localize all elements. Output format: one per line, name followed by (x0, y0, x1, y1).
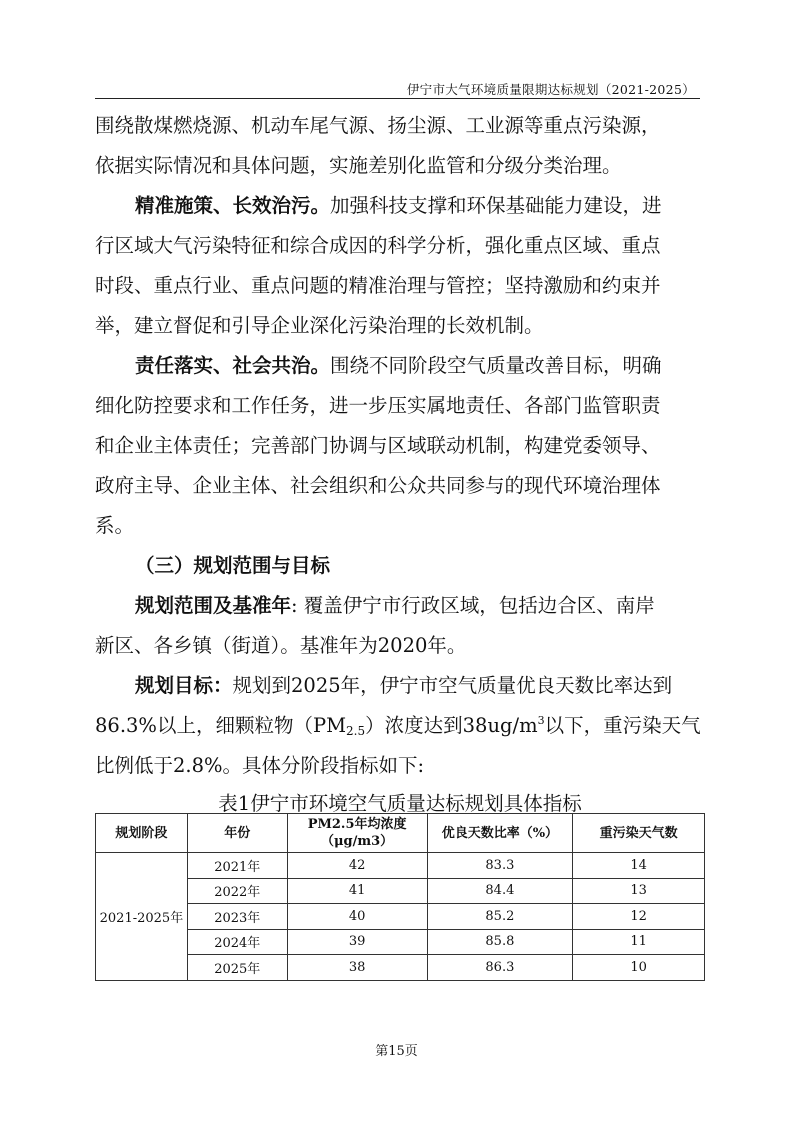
p5-text-1: 规划到2025年，伊宁市空气质量优良天数比率达到 (232, 674, 673, 697)
ratio-cell: 85.2 (427, 904, 573, 930)
p1-line-2: 依据实际情况和具体问题，实施差别化监管和分级分类治理。 (95, 154, 622, 177)
p5-line-3: 比例低于2.8%。具体分阶段指标如下: (95, 754, 425, 777)
p5-lead: 规划目标： (135, 674, 233, 697)
table-row (96, 904, 705, 930)
table-row (96, 853, 705, 879)
p2-line-1 (95, 186, 705, 226)
p3-line-3: 和企业主体责任；完善部门协调与区域联动机制，构建党委领导、 (95, 434, 661, 457)
page-number: 第15页 (375, 1044, 418, 1059)
p4-line-1 (95, 586, 705, 626)
p3-line-1 (95, 346, 705, 386)
table-row (96, 955, 705, 981)
pm25-cell: 42 (287, 853, 427, 879)
heavy-cell: 14 (573, 853, 705, 879)
heavy-cell: 12 (573, 904, 705, 930)
pm-subscript: 2.5 (346, 724, 366, 738)
heavy-cell: 13 (573, 878, 705, 904)
table-row (96, 929, 705, 955)
p5-text-2a: 86.3%以上，细颗粒物（PM (95, 714, 347, 737)
p4-text-1: : 覆盖伊宁市行政区域，包括边合区、南岸 (291, 594, 655, 617)
ratio-cell: 85.8 (427, 929, 573, 955)
header-pm25-line-1: PM2.5年均浓度 (307, 817, 407, 832)
p5-line-2 (95, 706, 705, 746)
p3-text-1: 围绕不同阶段空气质量改善目标，明确 (330, 354, 662, 377)
p4-line-2: 新区、各乡镇（街道）。基准年为2020年。 (95, 634, 467, 657)
p3-lead: 责任落实、社会共治。 (135, 354, 331, 377)
header-stage: 规划阶段 (96, 814, 188, 853)
ratio-cell: 84.4 (427, 878, 573, 904)
stage-cell: 2021-2025年 (96, 853, 188, 981)
p1-line-1: 围绕散煤燃烧源、机动车尾气源、扬尘源、工业源等重点污染源， (95, 114, 661, 137)
pm25-cell: 41 (287, 878, 427, 904)
heavy-cell: 11 (573, 929, 705, 955)
p2-text-1: 加强科技支撑和环保基础能力建设，进 (330, 194, 662, 217)
p5-text-2c: 以下，重污染天气 (544, 714, 701, 737)
p3-line-2: 细化防控要求和工作任务，进一步压实属地责任、各部门监管职责 (95, 394, 661, 417)
header-year: 年份 (187, 814, 287, 853)
year-cell: 2024年 (187, 929, 287, 955)
p3-line-5: 系。 (95, 514, 135, 537)
header-rule (95, 98, 700, 99)
body-text (95, 106, 705, 786)
header-ratio: 优良天数比率（%） (427, 814, 573, 853)
pm25-cell: 39 (287, 929, 427, 955)
ratio-cell: 86.3 (427, 955, 573, 981)
p2-line-4: 举，建立督促和引导企业深化污染治理的长效机制。 (95, 314, 544, 337)
unit-superscript: 3 (537, 714, 545, 727)
section-heading: （三）规划范围与目标 (135, 554, 331, 577)
ratio-cell: 83.3 (427, 853, 573, 879)
heavy-cell: 10 (573, 955, 705, 981)
p4-lead: 规划范围及基准年 (135, 594, 292, 617)
p2-line-2: 行区域大气污染特征和综合成因的科学分析，强化重点区域、重点 (95, 234, 661, 257)
p5-line-1 (95, 666, 705, 706)
pm25-cell: 40 (287, 904, 427, 930)
p3-line-4: 政府主导、企业主体、社会组织和公众共同参与的现代环境治理体 (95, 474, 661, 497)
p2-lead: 精准施策、长效治污。 (135, 194, 331, 217)
year-cell: 2023年 (187, 904, 287, 930)
running-header: 伊宁市大气环境质量限期达标规划（2021-2025） (406, 82, 695, 97)
table-row (96, 878, 705, 904)
header-heavy: 重污染天气数 (573, 814, 705, 853)
table-header-row (96, 814, 705, 853)
p2-line-3: 时段、重点行业、重点问题的精准治理与管控；坚持激励和约束并 (95, 274, 661, 297)
indicators-table (95, 813, 705, 981)
year-cell: 2025年 (187, 955, 287, 981)
header-pm25 (287, 814, 427, 853)
table-caption: 表1伊宁市环境空气质量达标规划具体指标 (218, 792, 582, 815)
header-pm25-line-2: （μg/m3） (321, 834, 394, 849)
pm25-cell: 38 (287, 955, 427, 981)
p5-text-2b: ）浓度达到38ug/m (365, 714, 538, 737)
year-cell: 2021年 (187, 853, 287, 879)
year-cell: 2022年 (187, 878, 287, 904)
